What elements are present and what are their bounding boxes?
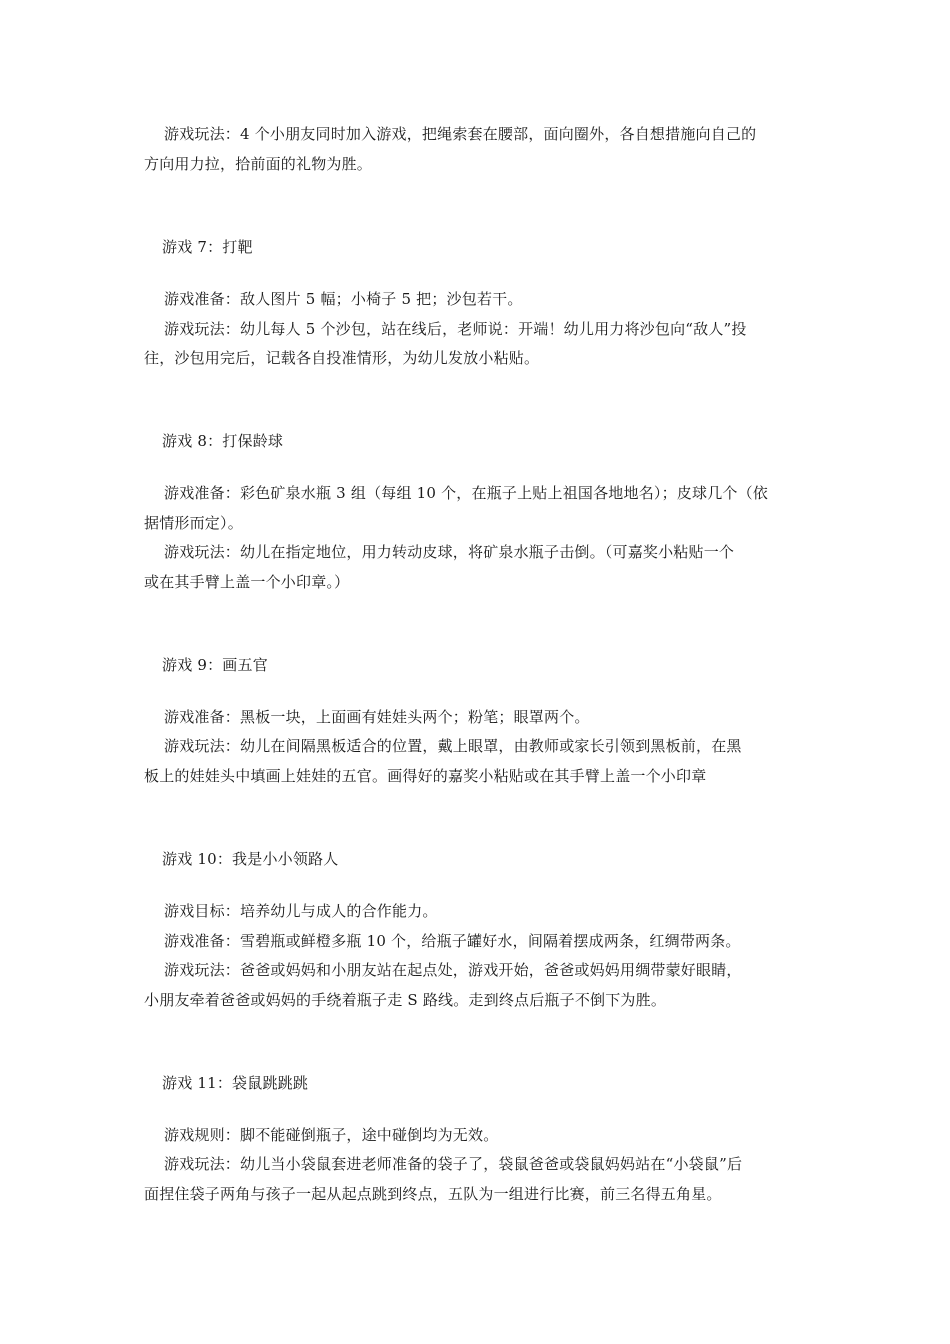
game9-title: 游戏 9：画五官	[162, 656, 268, 674]
game9-play-line1: 游戏玩法：幼儿在间隔黑板适合的位置，戴上眼罩，由教师或家长引领到黑板前，在黑	[164, 737, 742, 755]
game10-goal: 游戏目标：培养幼儿与成人的合作能力。	[164, 902, 438, 920]
game11-play-line1: 游戏玩法：幼儿当小袋鼠套进老师准备的袋子了，袋鼠爸爸或袋鼠妈妈站在“小袋鼠”后	[164, 1155, 743, 1173]
game10-prep: 游戏准备：雪碧瓶或鲜橙多瓶 10 个，给瓶子罐好水，间隔着摆成两条，红绸带两条。	[164, 932, 741, 950]
game7-prep: 游戏准备：敌人图片 5 幅；小椅子 5 把；沙包若干。	[164, 290, 523, 308]
game11-rule: 游戏规则：脚不能碰倒瓶子，途中碰倒均为无效。	[164, 1126, 499, 1144]
game8-title: 游戏 8：打保龄球	[162, 432, 284, 450]
game10-play-line1: 游戏玩法：爸爸或妈妈和小朋友站在起点处，游戏开始，爸爸或妈妈用绸带蒙好眼睛，	[164, 961, 742, 979]
game6-play-line1: 游戏玩法：4 个小朋友同时加入游戏，把绳索套在腰部，面向圈外，各自想措施向自己的	[164, 125, 757, 143]
game9-prep: 游戏准备：黑板一块，上面画有娃娃头两个；粉笔；眼罩两个。	[164, 708, 590, 726]
game10-play-line2: 小朋友牵着爸爸或妈妈的手绕着瓶子走 S 路线。走到终点后瓶子不倒下为胜。	[144, 991, 667, 1009]
game8-prep-line2: 据情形而定）。	[144, 514, 243, 532]
game7-title: 游戏 7：打靶	[162, 238, 253, 256]
game6-play-line2: 方向用力拉，拾前面的礼物为胜。	[144, 155, 373, 173]
game11-play-line2: 面捏住袋子两角与孩子一起从起点跳到终点，五队为一组进行比赛，前三名得五角星。	[144, 1185, 722, 1203]
game8-play-line2: 或在其手臂上盖一个小印章。）	[144, 573, 350, 591]
game10-title: 游戏 10：我是小小领路人	[162, 850, 339, 868]
game9-play-line2: 板上的娃娃头中填画上娃娃的五官。画得好的嘉奖小粘贴或在其手臂上盖一个小印章	[144, 767, 707, 785]
game7-play-line1: 游戏玩法：幼儿每人 5 个沙包，站在线后，老师说：开端！幼儿用力将沙包向“敌人”投	[164, 320, 747, 338]
game11-title: 游戏 11：袋鼠跳跳跳	[162, 1074, 309, 1092]
game8-play-line1: 游戏玩法：幼儿在指定地位，用力转动皮球，将矿泉水瓶子击倒。（可嘉奖小粘贴一个	[164, 543, 735, 561]
game7-play-line2: 往，沙包用完后，记载各自投准情形，为幼儿发放小粘贴。	[144, 349, 540, 367]
game8-prep-line1: 游戏准备：彩色矿泉水瓶 3 组（每组 10 个，在瓶子上贴上祖国各地地名）；皮球几个（依	[164, 484, 769, 502]
